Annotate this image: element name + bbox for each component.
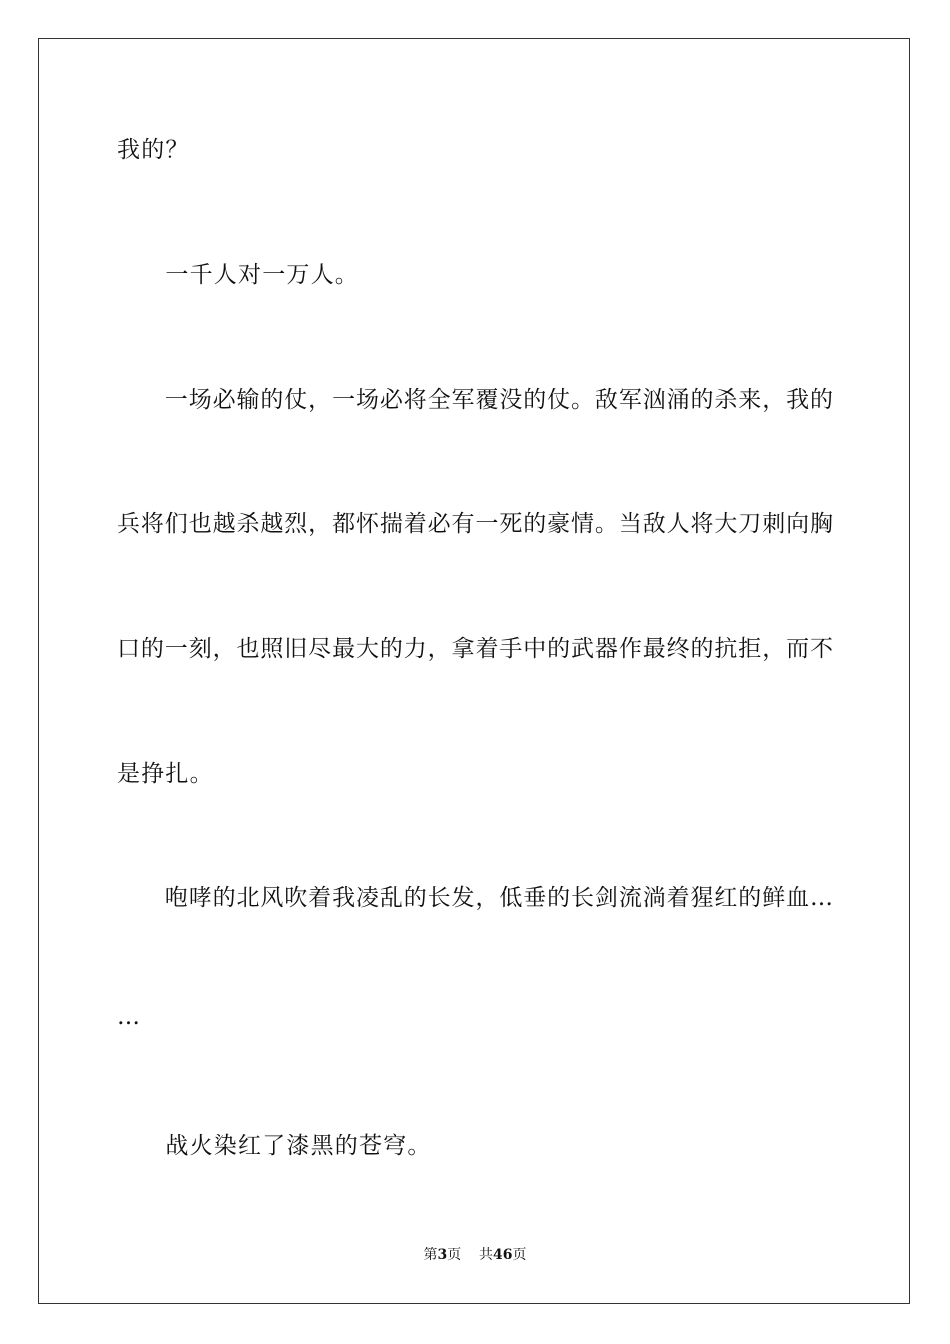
footer-total-suffix: 页 bbox=[512, 1247, 527, 1263]
body-line-4: 兵将们也越杀越烈，都怀揣着必有一死的豪情。当敌人将大刀刺向胸 bbox=[117, 511, 833, 537]
body-line-1: 我的？ bbox=[117, 137, 190, 163]
page-footer bbox=[0, 1245, 950, 1265]
footer-prefix: 第 bbox=[423, 1247, 438, 1263]
body-line-8: … bbox=[117, 1004, 142, 1030]
body-line-7: 咆哮的北风吹着我凌乱的长发，低垂的长剑流淌着猩红的鲜血… bbox=[117, 885, 833, 911]
page-border bbox=[38, 38, 910, 1304]
body-line-6: 是挣扎。 bbox=[117, 761, 214, 787]
body-line-2: 一千人对一万人。 bbox=[117, 262, 359, 288]
footer-total-prefix: 共 bbox=[479, 1247, 494, 1263]
body-line-3: 一场必输的仗，一场必将全军覆没的仗。敌军汹涌的杀来，我的 bbox=[117, 387, 833, 413]
body-line-5: 口的一刻，也照旧尽最大的力，拿着手中的武器作最终的抗拒，而不 bbox=[117, 636, 833, 662]
body-line-9: 战火染红了漆黑的苍穹。 bbox=[117, 1133, 432, 1159]
footer-page-suffix: 页 bbox=[447, 1247, 462, 1263]
total-page-count: 46 bbox=[493, 1247, 513, 1263]
current-page-number: 3 bbox=[437, 1247, 448, 1263]
